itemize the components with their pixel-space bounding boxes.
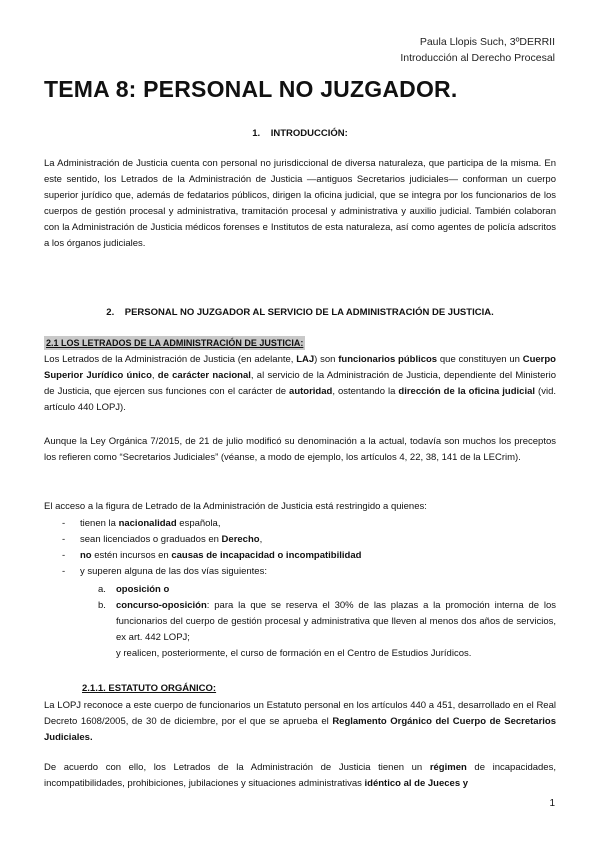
regimen-paragraph: De acuerdo con ello, los Letrados de la Administración de Justicia tienen un régimen de incapacidades, incompatibilidades, prohibiciones, jubilaciones y situaciones administrativas idéntico al de Jueces y [44, 762, 556, 789]
subsection-2-1-heading: 2.1 LOS LETRADOS DE LA ADMINISTRACIÓN DE JUSTICIA: [46, 338, 304, 348]
acceso-paragraph: El acceso a la figura de Letrado de la Administración de Justicia está restringido a quienes: [44, 501, 427, 512]
list-item: - sean licenciados o graduados en Derecho, [62, 534, 263, 545]
list-item: - tienen la nacionalidad española, [62, 518, 221, 529]
page-title: TEMA 8: PERSONAL NO JUZGADOR. [44, 76, 458, 102]
list-item: b. concurso-oposición: para la que se reserva el 30% de las plazas a la promoción interna de los funcionarios del cuerpo de gestión procesal y administrativa que lleven al menos dos años de servicios, ex art. 442 LOPJ; [98, 600, 556, 643]
header-author: Paula Llopis Such, 3ºDERRII [419, 36, 555, 48]
intro-paragraph: La Administración de Justicia cuenta con personal no jurisdiccional de diversa naturaleza, que participa de la misma. En este sentido, los Letrados de la Administración de Justicia —antiguos Secretarios judiciales— conforman un cuerpo superior jurídico que, además de fedatarios públicos, dirigen la oficina judicial, que se integra por los funcionarios de los cuerpos de gestión procesal y administrativa, tramitación procesal y administrativa y auxilio judicial. También colaboran con la Administración de Justicia médicos forenses e Institutos de esta naturaleza, así como agentes de policía adscritos a los órganos judiciales. [44, 158, 556, 249]
page-number: 1 [549, 798, 555, 809]
subsection-2-1-1-heading: 2.1.1. ESTATUTO ORGÁNICO: [82, 683, 217, 694]
letrados-paragraph: Los Letrados de la Administración de Justicia (en adelante, LAJ) son funcionarios públicos que constituyen un Cuerpo Superior Jurídico único, de carácter nacional, al servicio de la Administración de Justicia, dependiente del Ministerio de Justicia, que ejercen sus funciones con el carácter de autoridad, ostentando la dirección de la oficina judicial (vid. artículo 440 LOPJ). [44, 354, 556, 413]
denominacion-paragraph: Aunque la Ley Orgánica 7/2015, de 21 de julio modificó su denominación a la actual, todavía son muchos los preceptos los refieren como “Secretarios Judiciales” (véanse, a modo de ejemplo, los artículos 4, 22, 38, 141 de la LECrim). [44, 436, 556, 463]
requirements-list [62, 516, 556, 580]
access-routes-list [98, 582, 556, 646]
list-item: a. oposición o [98, 584, 170, 595]
section-2-heading: 2. PERSONAL NO JUZGADOR AL SERVICIO DE LA ADMINISTRACIÓN DE JUSTICIA. [106, 307, 494, 318]
list-item: - no estén incursos en causas de incapacidad o incompatibilidad [62, 550, 362, 561]
estatuto-paragraph: La LOPJ reconoce a este cuerpo de funcionarios un Estatuto personal en los artículos 440 a 451, desarrollado en el Real Decreto 1608/2005, de 30 de diciembre, por el que se aprueba el Reglamento Orgánico del Cuerpo de Secretarios Judiciales. [44, 700, 556, 743]
curso-formacion-line: y realicen, posteriormente, el curso de formación en el Centro de Estudios Jurídicos. [116, 648, 472, 659]
header-subject: Introducción al Derecho Procesal [400, 52, 555, 64]
list-item: - y superen alguna de las dos vías siguientes: [62, 566, 267, 577]
section-1-heading: 1. INTRODUCCIÓN: [252, 128, 348, 139]
